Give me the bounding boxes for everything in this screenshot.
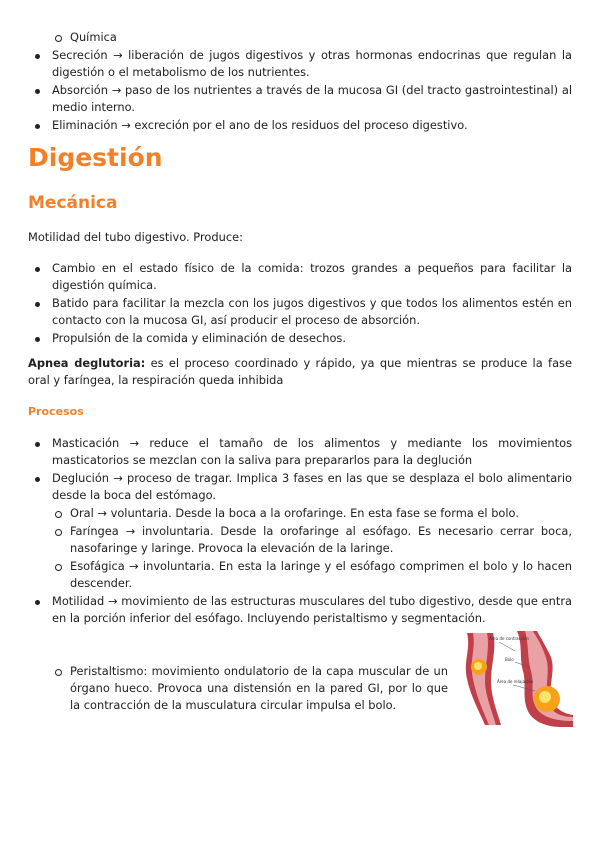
list-item: Absorción → paso de los nutrientes a través de la mucosa GI (del tracto gastrointestinal) al medio interno. — [0, 82, 600, 116]
apnea-term: Apnea deglutoria: — [28, 356, 146, 370]
bolus-core-right — [539, 691, 551, 703]
bolus-core-left — [474, 662, 482, 670]
section-heading-digestion: Digestión — [28, 143, 163, 172]
apnea-paragraph — [28, 355, 572, 389]
subsection-heading-mecanica: Mecánica — [28, 193, 118, 213]
procesos-list — [0, 435, 600, 627]
list-item-deglucion: Deglución → proceso de tragar. Implica 3 fases en las que se desplaza el bolo alimentario desde la boca del estómago. — [0, 470, 600, 504]
subsubsection-heading-procesos: Procesos — [28, 405, 84, 418]
peristalsis-illustration — [457, 631, 573, 727]
list-item: Eliminación → excreción por el ano de los residuos del proceso digestivo. — [0, 117, 600, 134]
apnea-text: es el proceso coordinado y rápido, ya que mientras se produce la fase oral y faríngea, la respiración queda inhibida — [28, 356, 572, 387]
list-item-masticacion: Masticación → reduce el tamaño de los alimentos y mediante los movimientos masticatorios se mezclan con la saliva para prepararlos para la deglución — [0, 435, 600, 469]
intro-paragraph: Motilidad del tubo digestivo. Produce: — [28, 230, 243, 244]
list-subitem-peristaltismo: Peristaltismo: movimiento ondulatorio de la capa muscular de un órgano hueco. Provoca una distensión en la pared GI, por lo que la contracción de la musculatura circular impulsa el bolo. — [0, 663, 600, 714]
list-item: Química — [0, 29, 600, 46]
label-relajacion: Área de relajación — [497, 679, 534, 684]
label-bolo: Bolo — [505, 657, 514, 662]
list-item: Cambio en el estado físico de la comida: trozos grandes a pequeños para facilitar la digestión química. — [0, 260, 600, 294]
list-item: Batido para facilitar la mezcla con los jugos digestivos y que todos los alimentos estén en contacto con la mucosa GI, así producir el proceso de absorción. — [0, 295, 600, 329]
list-subitem-oral: Oral → voluntaria. Desde la boca a la orofaringe. En esta fase se forma el bolo. — [0, 505, 600, 522]
list-subitem-esofagica: Esofágica → involuntaria. En esta la laringe y el esófago comprimen el bolo y lo hacen descender. — [0, 558, 600, 592]
mecanica-list — [0, 260, 600, 347]
label-contraccion: Área de contracción — [489, 636, 530, 641]
list-item-motilidad: Motilidad → movimiento de las estructuras musculares del tubo digestivo, desde que entra en la porción inferior del esófago. Incluyendo peristaltismo y segmentación. — [0, 593, 600, 627]
top-list — [0, 29, 600, 134]
list-subitem-faringea: Faríngea → involuntaria. Desde la orofaringe al esófago. Es necesario cerrar boca, nasofaringe y laringe. Provoca la elevación de la laringe. — [0, 523, 600, 557]
peristalsis-image — [457, 631, 573, 727]
list-item: Secreción → liberación de jugos digestivos y otras hormonas endocrinas que regulan la digestión o el metabolismo de los nutrientes. — [0, 47, 600, 81]
label-line — [499, 642, 515, 651]
list-item: Propulsión de la comida y eliminación de desechos. — [0, 330, 600, 347]
